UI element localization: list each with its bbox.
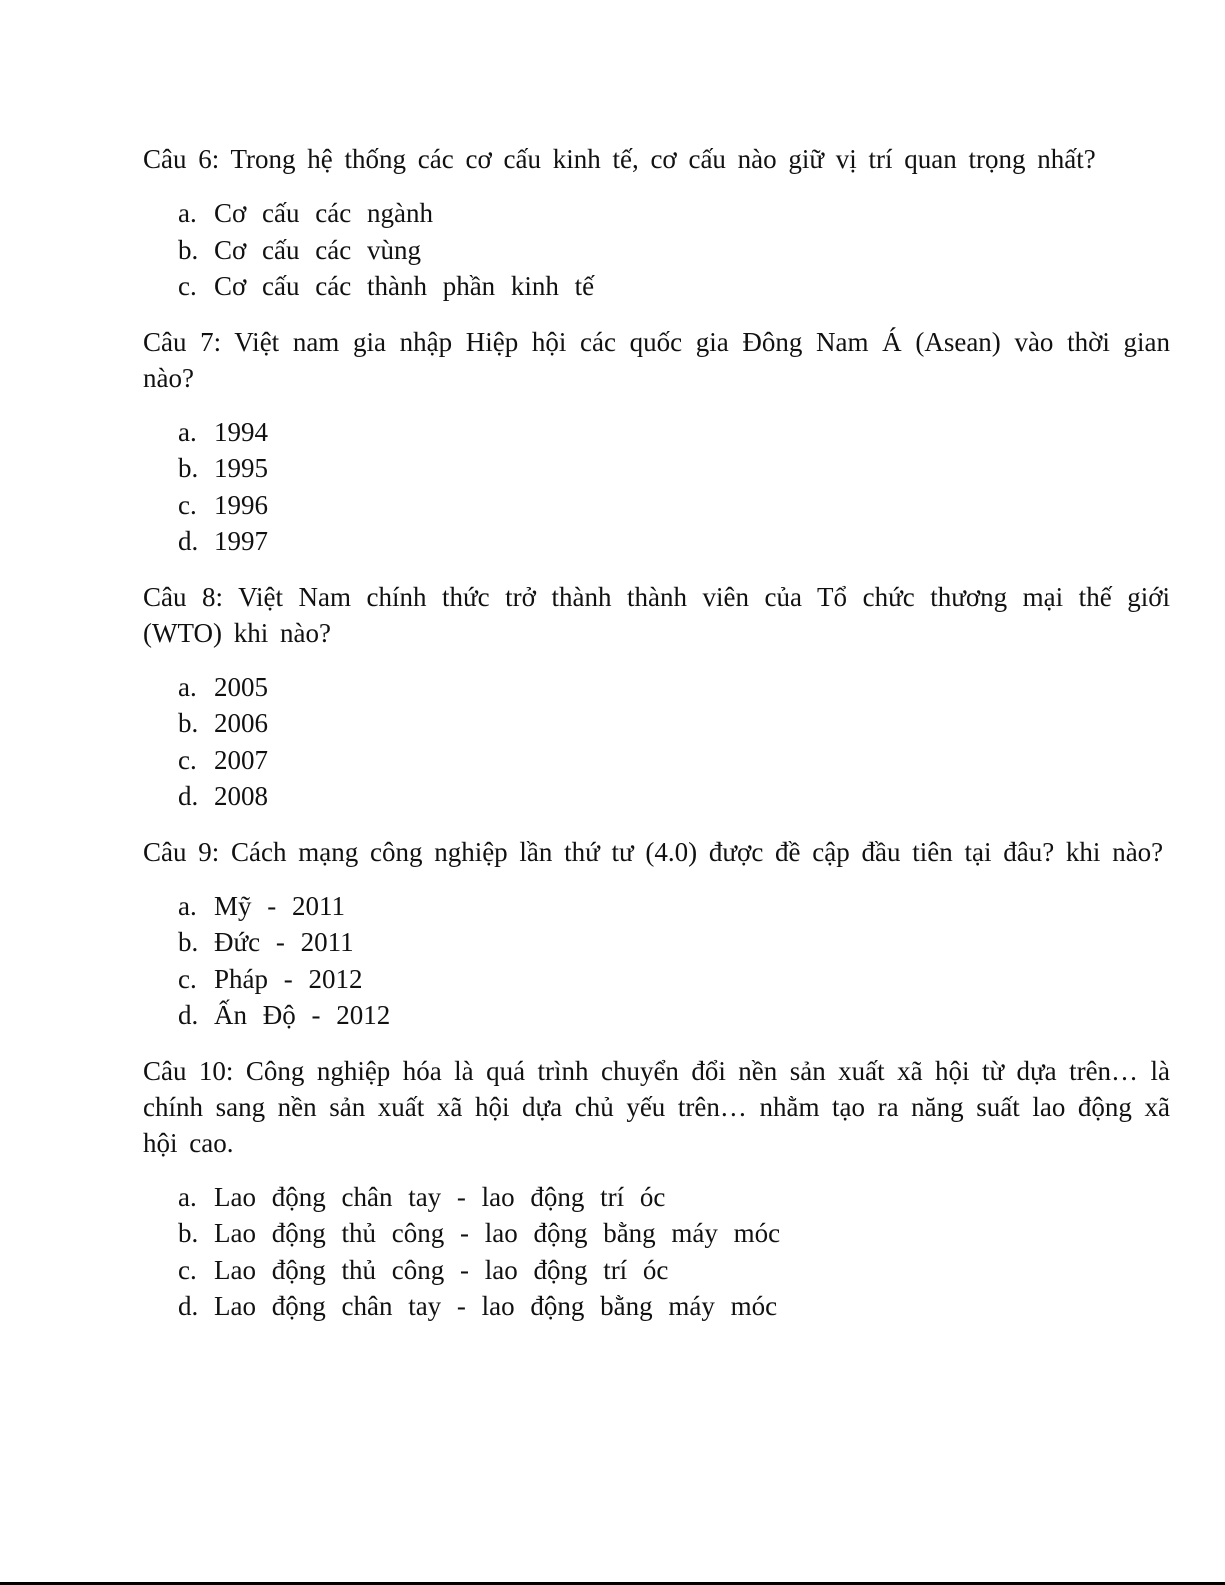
option-letter: a. bbox=[178, 1181, 197, 1212]
option-letter: d. bbox=[178, 1000, 199, 1030]
answer-option bbox=[178, 924, 1170, 961]
question-text: Câu 10: Công nghiệp hóa là quá trình chuyển đổi nền sản xuất xã hội từ dựa trên… là chính sang nền sản xuất xã hội dựa chủ yếu trên… nhằm tạo ra năng suất lao động xã hội cao. bbox=[143, 1055, 1170, 1158]
option-letter: c. bbox=[178, 963, 197, 994]
option-letter: b. bbox=[178, 234, 199, 265]
answer-option bbox=[178, 1288, 1170, 1325]
answer-option bbox=[178, 742, 1170, 779]
option-text: Lao động thủ công - lao động bằng máy móc bbox=[214, 1218, 781, 1248]
answer-option bbox=[178, 961, 1170, 998]
option-letter: d. bbox=[178, 781, 199, 811]
question-9 bbox=[143, 834, 1170, 1034]
option-letter: c. bbox=[178, 744, 197, 775]
option-text: Lao động thủ công - lao động trí óc bbox=[214, 1254, 669, 1285]
option-letter: c. bbox=[178, 489, 197, 520]
answer-option bbox=[178, 1252, 1170, 1289]
question-text: Câu 7: Việt nam gia nhập Hiệp hội các quốc gia Đông Nam Á (Asean) vào thời gian nào? bbox=[143, 326, 1170, 393]
option-letter: b. bbox=[178, 927, 199, 957]
option-text: 1996 bbox=[214, 489, 268, 520]
question-6 bbox=[143, 141, 1170, 305]
option-letter: b. bbox=[178, 1218, 199, 1248]
option-letter: a. bbox=[178, 416, 197, 447]
answer-options bbox=[143, 414, 1170, 560]
option-letter: c. bbox=[178, 1254, 197, 1285]
option-letter: a. bbox=[178, 890, 197, 921]
option-letter: a. bbox=[178, 198, 197, 228]
question-10 bbox=[143, 1053, 1170, 1325]
question-8 bbox=[143, 579, 1170, 815]
option-text: Ấn Độ - 2012 bbox=[214, 1000, 391, 1030]
answer-option bbox=[178, 705, 1170, 742]
answer-option bbox=[178, 778, 1170, 815]
option-text: Cơ cấu các thành phần kinh tế bbox=[214, 271, 595, 301]
answer-option bbox=[178, 888, 1170, 925]
answer-option bbox=[178, 1179, 1170, 1216]
option-text: 2006 bbox=[214, 708, 268, 738]
question-7 bbox=[143, 324, 1170, 560]
option-text: Lao động chân tay - lao động trí óc bbox=[214, 1181, 666, 1212]
option-letter: c. bbox=[178, 271, 197, 301]
option-letter: d. bbox=[178, 1291, 199, 1321]
answer-option bbox=[178, 450, 1170, 487]
answer-option bbox=[178, 268, 1170, 305]
option-text: Cơ cấu các vùng bbox=[214, 234, 421, 265]
question-text: Câu 9: Cách mạng công nghiệp lần thứ tư (4.0) được đề cập đầu tiên tại đâu? khi nào? bbox=[143, 836, 1164, 867]
option-text: Cơ cấu các ngành bbox=[214, 198, 433, 228]
answer-option bbox=[178, 414, 1170, 451]
option-letter: d. bbox=[178, 526, 199, 556]
option-text: 2007 bbox=[214, 744, 268, 775]
question-text: Câu 8: Việt Nam chính thức trở thành thành viên của Tổ chức thương mại thế giới (WTO) khi nào? bbox=[143, 581, 1170, 648]
answer-option bbox=[178, 669, 1170, 706]
answer-options bbox=[143, 1179, 1170, 1325]
option-text: 1997 bbox=[214, 526, 268, 556]
option-text: 1994 bbox=[214, 416, 268, 447]
option-text: 1995 bbox=[214, 453, 268, 483]
option-text: 2005 bbox=[214, 671, 268, 702]
option-text: Đức - 2011 bbox=[214, 927, 354, 957]
question-text: Câu 6: Trong hệ thống các cơ cấu kinh tế, cơ cấu nào giữ vị trí quan trọng nhất? bbox=[143, 144, 1096, 174]
answer-options bbox=[143, 888, 1170, 1034]
answer-option bbox=[178, 1215, 1170, 1252]
document-page bbox=[143, 141, 1170, 1344]
option-text: Pháp - 2012 bbox=[214, 963, 363, 994]
option-text: Lao động chân tay - lao động bằng máy móc bbox=[214, 1291, 778, 1321]
option-letter: b. bbox=[178, 453, 199, 483]
option-letter: a. bbox=[178, 671, 197, 702]
answer-option bbox=[178, 997, 1170, 1034]
answer-option bbox=[178, 232, 1170, 269]
option-letter: b. bbox=[178, 708, 199, 738]
option-text: Mỹ - 2011 bbox=[214, 890, 345, 921]
answer-options bbox=[143, 669, 1170, 815]
answer-option bbox=[178, 487, 1170, 524]
answer-options bbox=[143, 195, 1170, 305]
option-text: 2008 bbox=[214, 781, 268, 811]
answer-option bbox=[178, 523, 1170, 560]
answer-option bbox=[178, 195, 1170, 232]
